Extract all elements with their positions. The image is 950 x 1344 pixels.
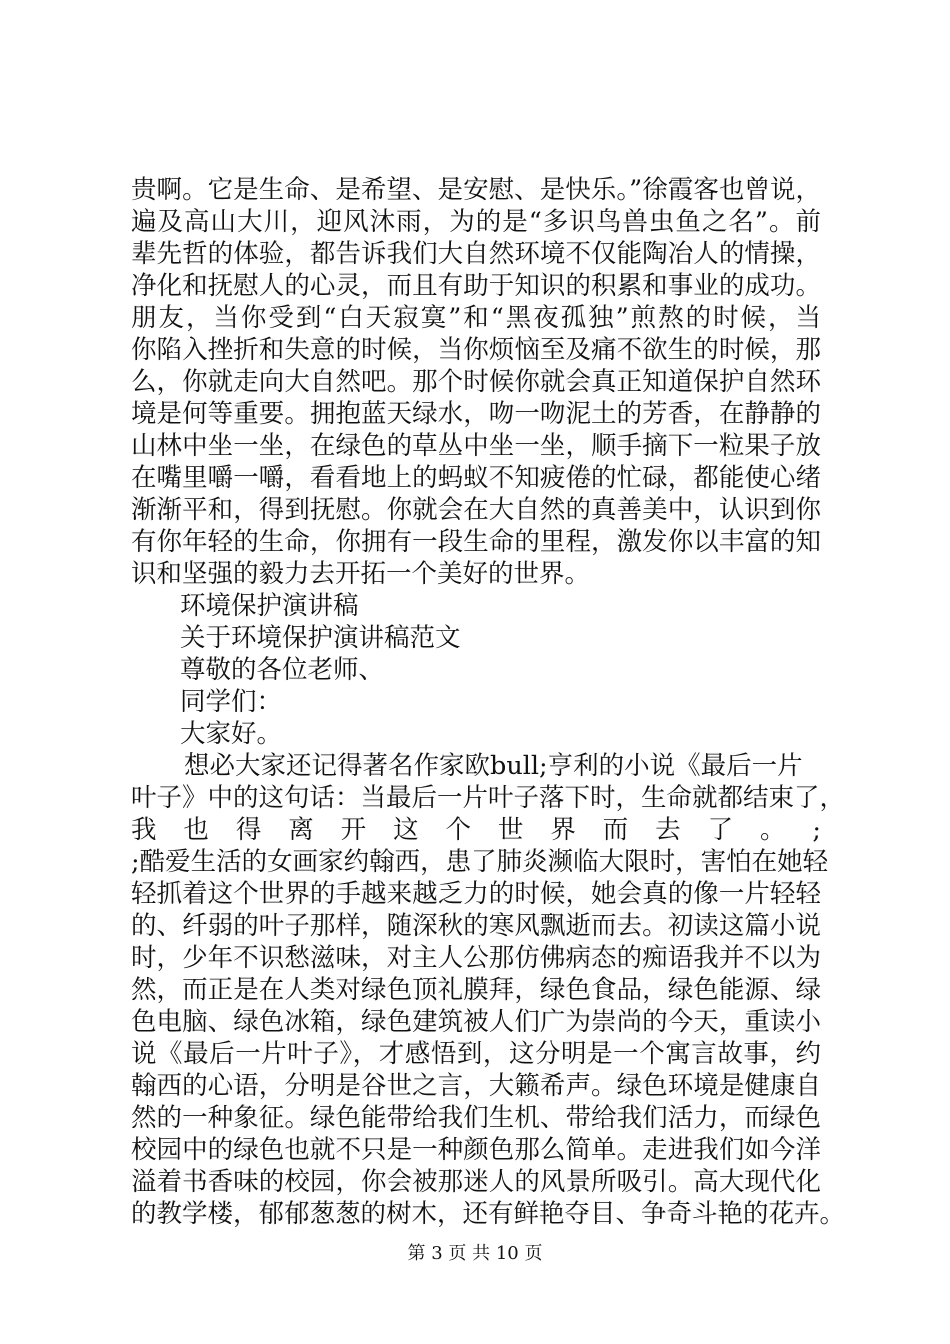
text-line: 叶子》中的这句话：当最后一片叶子落下时，生命就都结束了， [131, 783, 846, 813]
text-line: ;酷爱生活的女画家约翰西，患了肺炎濒临大限时，害怕在她轻 [131, 847, 829, 877]
text-line: 在嘴里嚼一嚼，看看地上的蚂蚁不知疲倦的忙碌，都能使心绪 [131, 463, 821, 493]
text-line: 校园中的绿色也就不只是一种颜色那么简单。走进我们如今洋 [131, 1135, 821, 1165]
heading-line: 关于环境保护演讲稿范文 [180, 623, 461, 653]
heading-line: 环境保护演讲稿 [180, 591, 359, 621]
text-line: 我 也 得 离 开 这 个 世 界 而 去 了 。 ; [131, 815, 821, 845]
greeting-line: 大家好。 [180, 719, 283, 749]
text-line: 山林中坐一坐，在绿色的草丛中坐一坐，顺手摘下一粒果子放 [131, 431, 821, 461]
text-line: 然，而正是在人类对绿色顶礼膜拜，绿色食品，绿色能源、绿 [131, 975, 821, 1005]
text-line: 朋友，当你受到“白天寂寞”和“黑夜孤独”煎熬的时候，当 [131, 303, 821, 333]
text-line: 辈先哲的体验，都告诉我们大自然环境不仅能陶冶人的情操， [131, 239, 821, 269]
text-line: 遍及高山大川，迎风沐雨，为的是“多识鸟兽虫鱼之名”。前 [131, 207, 821, 237]
text-line: 的、纤弱的叶子那样，随深秋的寒风飘逝而去。初读这篇小说 [131, 911, 821, 941]
page-footer: 第 3 页 共 10 页 [407, 1243, 543, 1264]
text-line: 净化和抚慰人的心灵，而且有助于知识的积累和事业的成功。 [131, 271, 821, 301]
text-line: 境是何等重要。拥抱蓝天绿水，吻一吻泥土的芳香，在静静的 [131, 399, 821, 429]
text-line: 轻抓着这个世界的手越来越乏力的时候，她会真的像一片轻轻 [131, 879, 821, 909]
text-line: 溢着书香味的校园，你会被那迷人的风景所吸引。高大现代化 [131, 1167, 821, 1197]
text-line: 说《最后一片叶子》，才感悟到，这分明是一个寓言故事，约 [131, 1039, 821, 1069]
text-line: 有你年轻的生命，你拥有一段生命的里程，激发你以丰富的知 [131, 527, 821, 557]
text-line: 想必大家还记得著名作家欧bull;亨利的小说《最后一片 [184, 751, 803, 781]
text-line: 你陷入挫折和失意的时候，当你烦恼至及痛不欲生的时候，那 [131, 335, 821, 365]
text-line: 色电脑、绿色冰箱，绿色建筑被人们广为崇尚的今天，重读小 [131, 1007, 821, 1037]
text-line: 贵啊。它是生命、是希望、是安慰、是快乐。”徐霞客也曾说， [131, 175, 821, 205]
salutation-line: 尊敬的各位老师、 [180, 655, 385, 685]
salutation-line: 同学们： [180, 687, 283, 717]
text-line: 识和坚强的毅力去开拓一个美好的世界。 [131, 559, 591, 589]
text-line: 然的一种象征。绿色能带给我们生机、带给我们活力，而绿色 [131, 1103, 821, 1133]
text-line: 么，你就走向大自然吧。那个时候你就会真正知道保护自然环 [131, 367, 821, 397]
text-line: 的教学楼，郁郁葱葱的树木，还有鲜艳夺目、争奇斗艳的花卉。 [131, 1199, 846, 1229]
text-line: 渐渐平和，得到抚慰。你就会在大自然的真善美中，认识到你 [131, 495, 821, 525]
text-line: 翰西的心语，分明是谷世之言，大籁希声。绿色环境是健康自 [131, 1071, 821, 1101]
text-line: 时，少年不识愁滋味，对主人公那仿佛病态的痴语我并不以为 [131, 943, 821, 973]
